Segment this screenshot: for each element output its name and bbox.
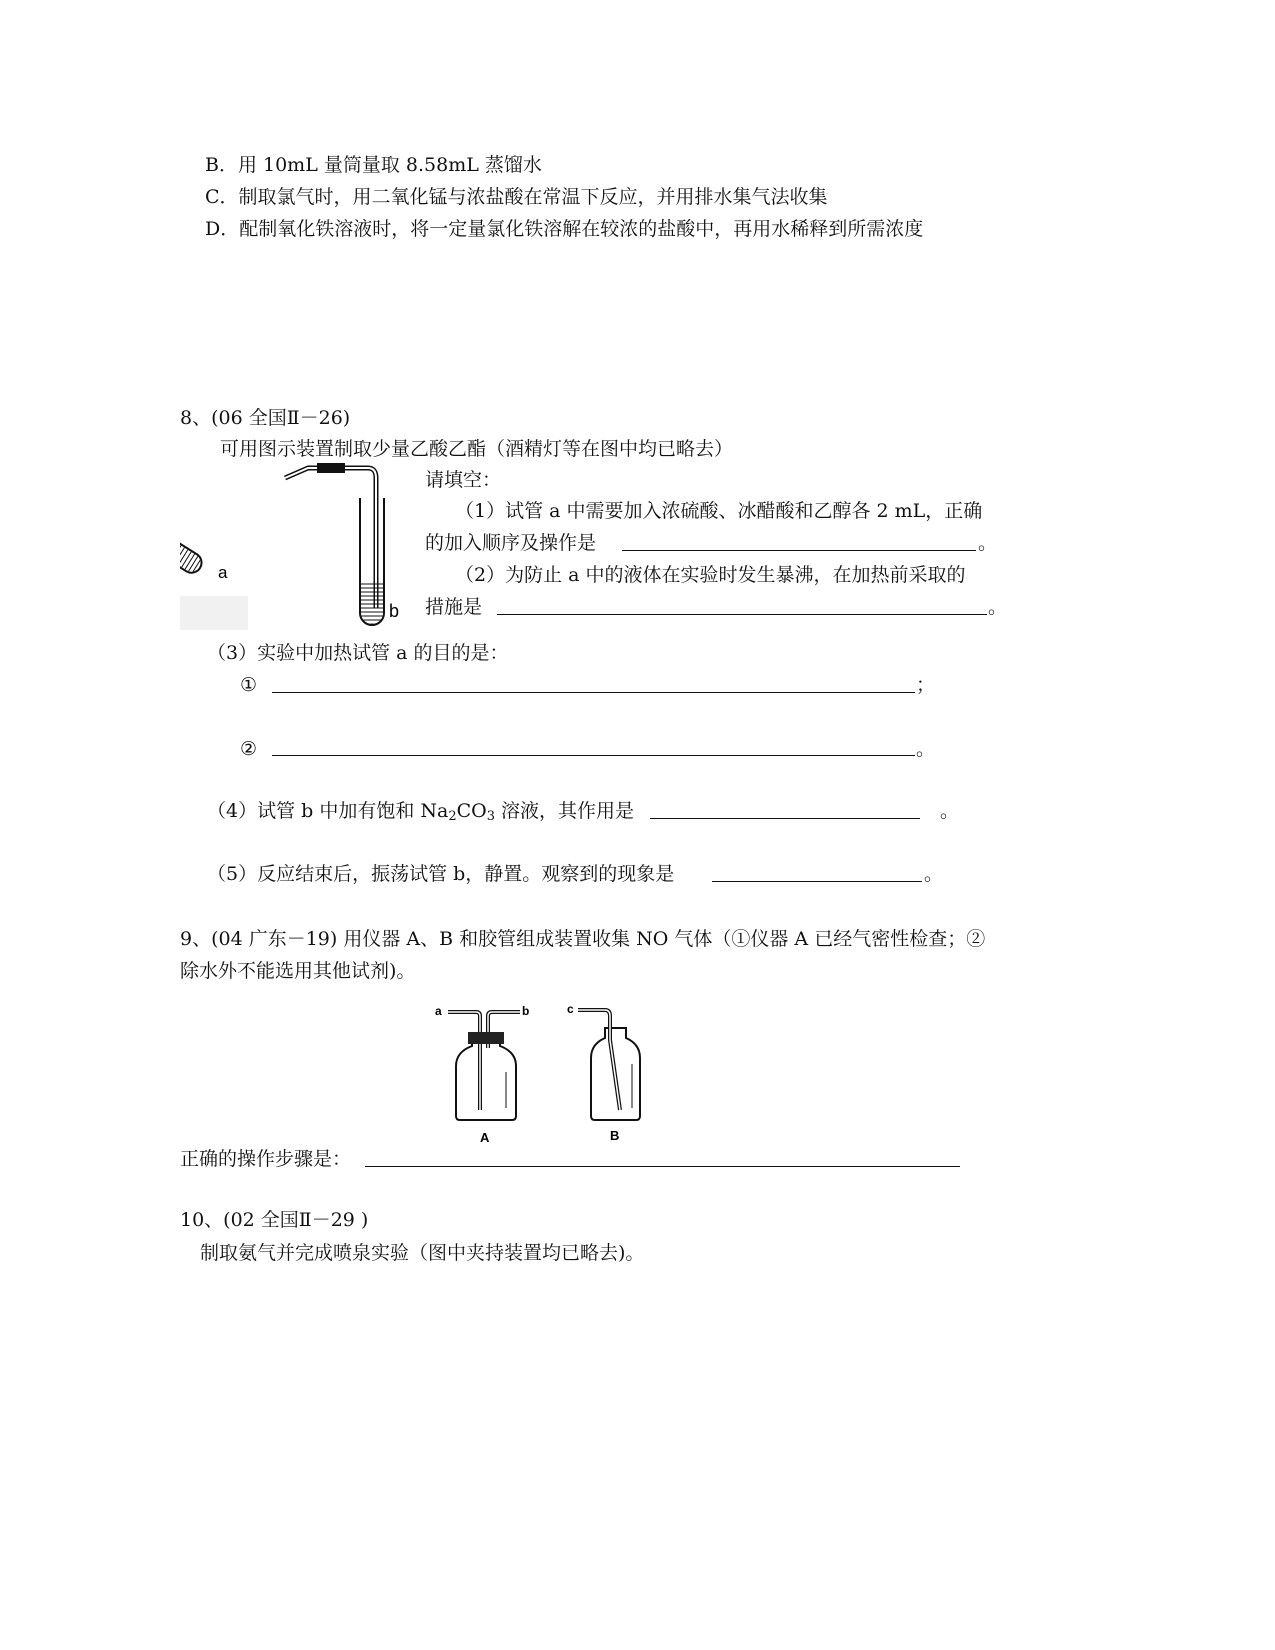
q8-part5: （5）反应结束后，振荡试管 b，静置。观察到的现象是 [207, 863, 675, 885]
q9-answer-label: 正确的操作步骤是： [180, 1148, 352, 1170]
answer-blank-4[interactable] [650, 818, 920, 819]
answer-blank-3b[interactable] [272, 755, 915, 756]
label-b: b [389, 601, 400, 621]
q8-intro: 可用图示装置制取少量乙酸乙酯（酒精灯等在图中均已略去） [220, 438, 734, 460]
label-port-a: a [435, 1004, 442, 1018]
q8-header: 8、(06 全国Ⅱ－26) [180, 407, 351, 429]
q9-line2: 除水外不能选用其他试剂)。 [180, 960, 416, 982]
q10-header: 10、(02 全国Ⅱ－29 ) [180, 1209, 369, 1231]
q8-part2-line2: 措施是 [425, 596, 483, 618]
gas-bottle-apparatus-figure [430, 1000, 660, 1148]
q8-prompt: 请填空： [425, 469, 502, 491]
option-b: B．用 10mL 量筒量取 8.58mL 蒸馏水 [205, 154, 542, 176]
figure-smudge [180, 596, 248, 630]
label-a: a [218, 563, 228, 582]
q8-part4-sub1: 2 [448, 809, 457, 824]
q8-part2-end: 。 [988, 596, 1008, 618]
q10-intro: 制取氨气并完成喷泉实验（图中夹持装置均已略去)。 [200, 1242, 645, 1264]
option-d: D．配制氧化铁溶液时，将一定量氯化铁溶解在较浓的盐酸中，再用水稀释到所需浓度 [205, 218, 924, 240]
q8-part4-pre: （4）试管 b 中加有饱和 Na [207, 800, 449, 822]
q8-part1-end: 。 [978, 532, 998, 554]
option-c: C．制取氯气时，用二氧化锰与浓盐酸在常温下反应，并用排水集气法收集 [205, 186, 828, 208]
q8-part1-line2: 的加入顺序及操作是 [425, 532, 597, 554]
q9-line1: 9、(04 广东－19) 用仪器 A、B 和胶管组成装置收集 NO 气体（①仪器 A 已经气密性检查；② [180, 928, 986, 950]
q8-part1-line1: （1）试管 a 中需要加入浓硫酸、冰醋酸和乙醇各 2 mL，正确 [455, 500, 983, 522]
answer-blank-1[interactable] [622, 550, 976, 551]
label-port-b: b [522, 1004, 530, 1018]
q8-part4-end: 。 [940, 800, 960, 822]
rubber-connector [317, 463, 345, 473]
test-tube-a [180, 480, 207, 580]
q8-part3-circle1-end: ； [916, 674, 936, 696]
answer-blank-q9[interactable] [365, 1166, 960, 1167]
q8-part3: （3）实验中加热试管 a 的目的是： [207, 642, 509, 664]
q8-part5-end: 。 [924, 863, 944, 885]
q8-part4-mid: CO [456, 800, 487, 822]
bottle-a [448, 1012, 520, 1120]
caption-b: B [610, 1128, 620, 1143]
q8-part3-circle2: ② [240, 738, 258, 760]
esterification-apparatus-figure [180, 458, 420, 634]
q8-part3-circle1: ① [240, 674, 258, 696]
q8-part4-sub2: 3 [486, 809, 496, 824]
label-port-c: c [567, 1002, 574, 1016]
q8-part4 [207, 798, 634, 830]
bottle-b [578, 1010, 640, 1120]
test-tube-b [360, 498, 384, 625]
answer-blank-5[interactable] [712, 881, 922, 882]
q8-part3-circle2-end: 。 [916, 738, 936, 760]
answer-blank-2[interactable] [497, 614, 987, 615]
caption-a: A [480, 1130, 490, 1145]
answer-blank-3a[interactable] [272, 692, 915, 693]
q8-part4-post: 溶液，其作用是 [495, 800, 635, 822]
stopper-bottle-a [468, 1032, 504, 1044]
q8-part2-line1: （2）为防止 a 中的液体在实验时发生暴沸，在加热前采取的 [455, 564, 966, 586]
